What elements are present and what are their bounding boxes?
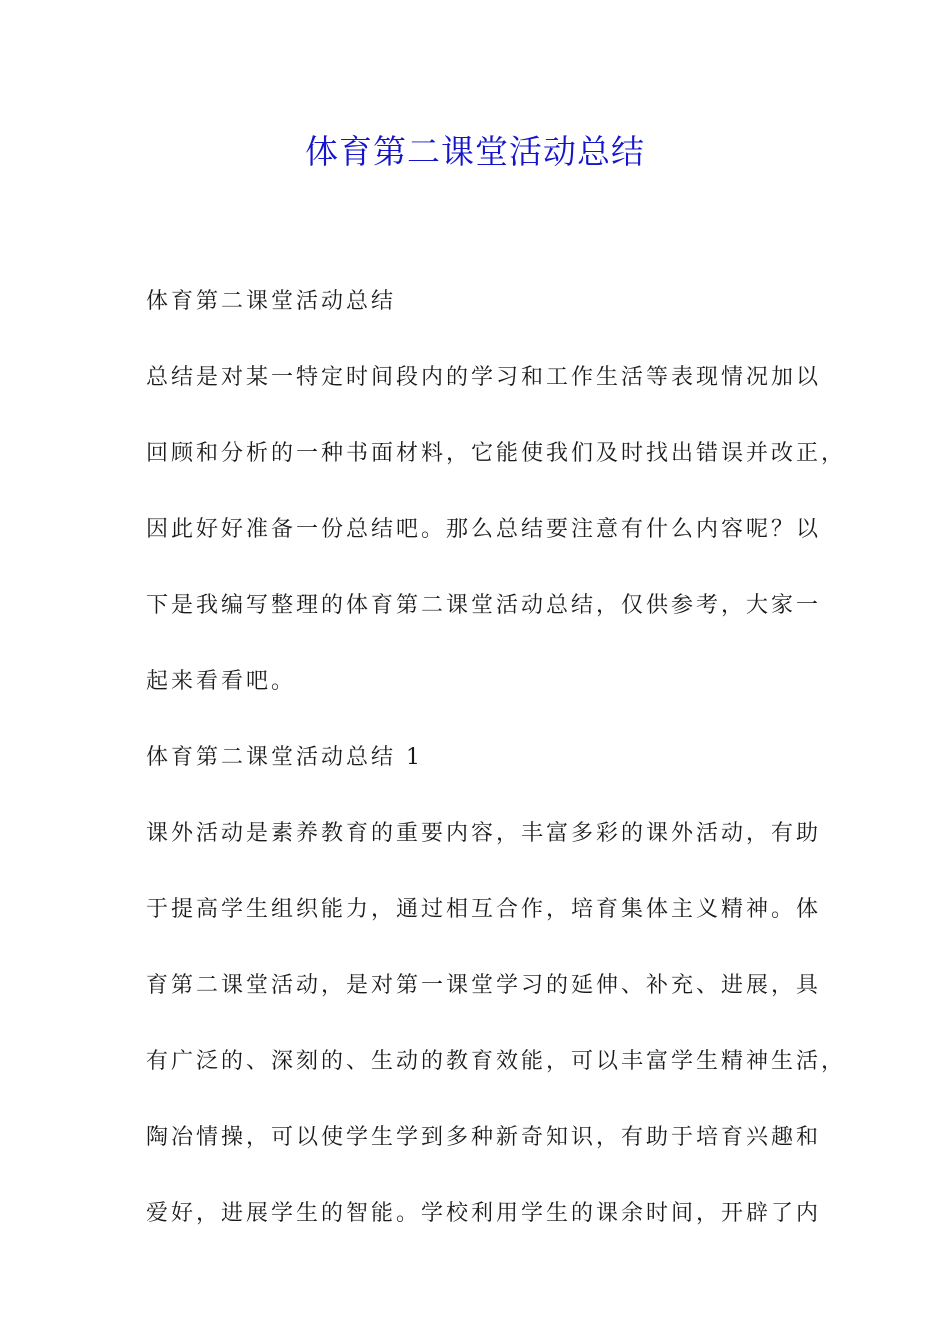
section-line: 课外活动是素养教育的重要内容，丰富多彩的课外活动，有助 xyxy=(146,821,822,846)
section-line: 有广泛的、深刻的、生动的教育效能，可以丰富学生精神生活， xyxy=(146,1049,847,1074)
section-line: 育第二课堂活动，是对第一课堂学习的延伸、补充、进展，具 xyxy=(146,973,822,998)
document-title: 体育第二课堂活动总结 xyxy=(305,132,645,171)
intro-line: 总结是对某一特定时间段内的学习和工作生活等表现情况加以 xyxy=(146,365,822,390)
intro-line: 因此好好准备一份总结吧。那么总结要注意有什么内容呢？以 xyxy=(146,517,822,542)
section-line: 于提高学生组织能力，通过相互合作，培育集体主义精神。体 xyxy=(146,897,822,922)
section-heading: 体育第二课堂活动总结 1 xyxy=(146,745,423,770)
subtitle: 体育第二课堂活动总结 xyxy=(146,289,397,314)
section-line: 爱好，进展学生的智能。学校利用学生的课余时间，开辟了内 xyxy=(146,1201,822,1226)
intro-line: 起来看看吧。 xyxy=(146,669,297,694)
intro-line: 下是我编写整理的体育第二课堂活动总结，仅供参考，大家一 xyxy=(146,593,822,618)
document-body xyxy=(146,264,847,1252)
section-line: 陶冶情操，可以使学生学到多种新奇知识，有助于培育兴趣和 xyxy=(146,1125,822,1150)
intro-line: 回顾和分析的一种书面材料，它能使我们及时找出错误并改正， xyxy=(146,441,847,466)
